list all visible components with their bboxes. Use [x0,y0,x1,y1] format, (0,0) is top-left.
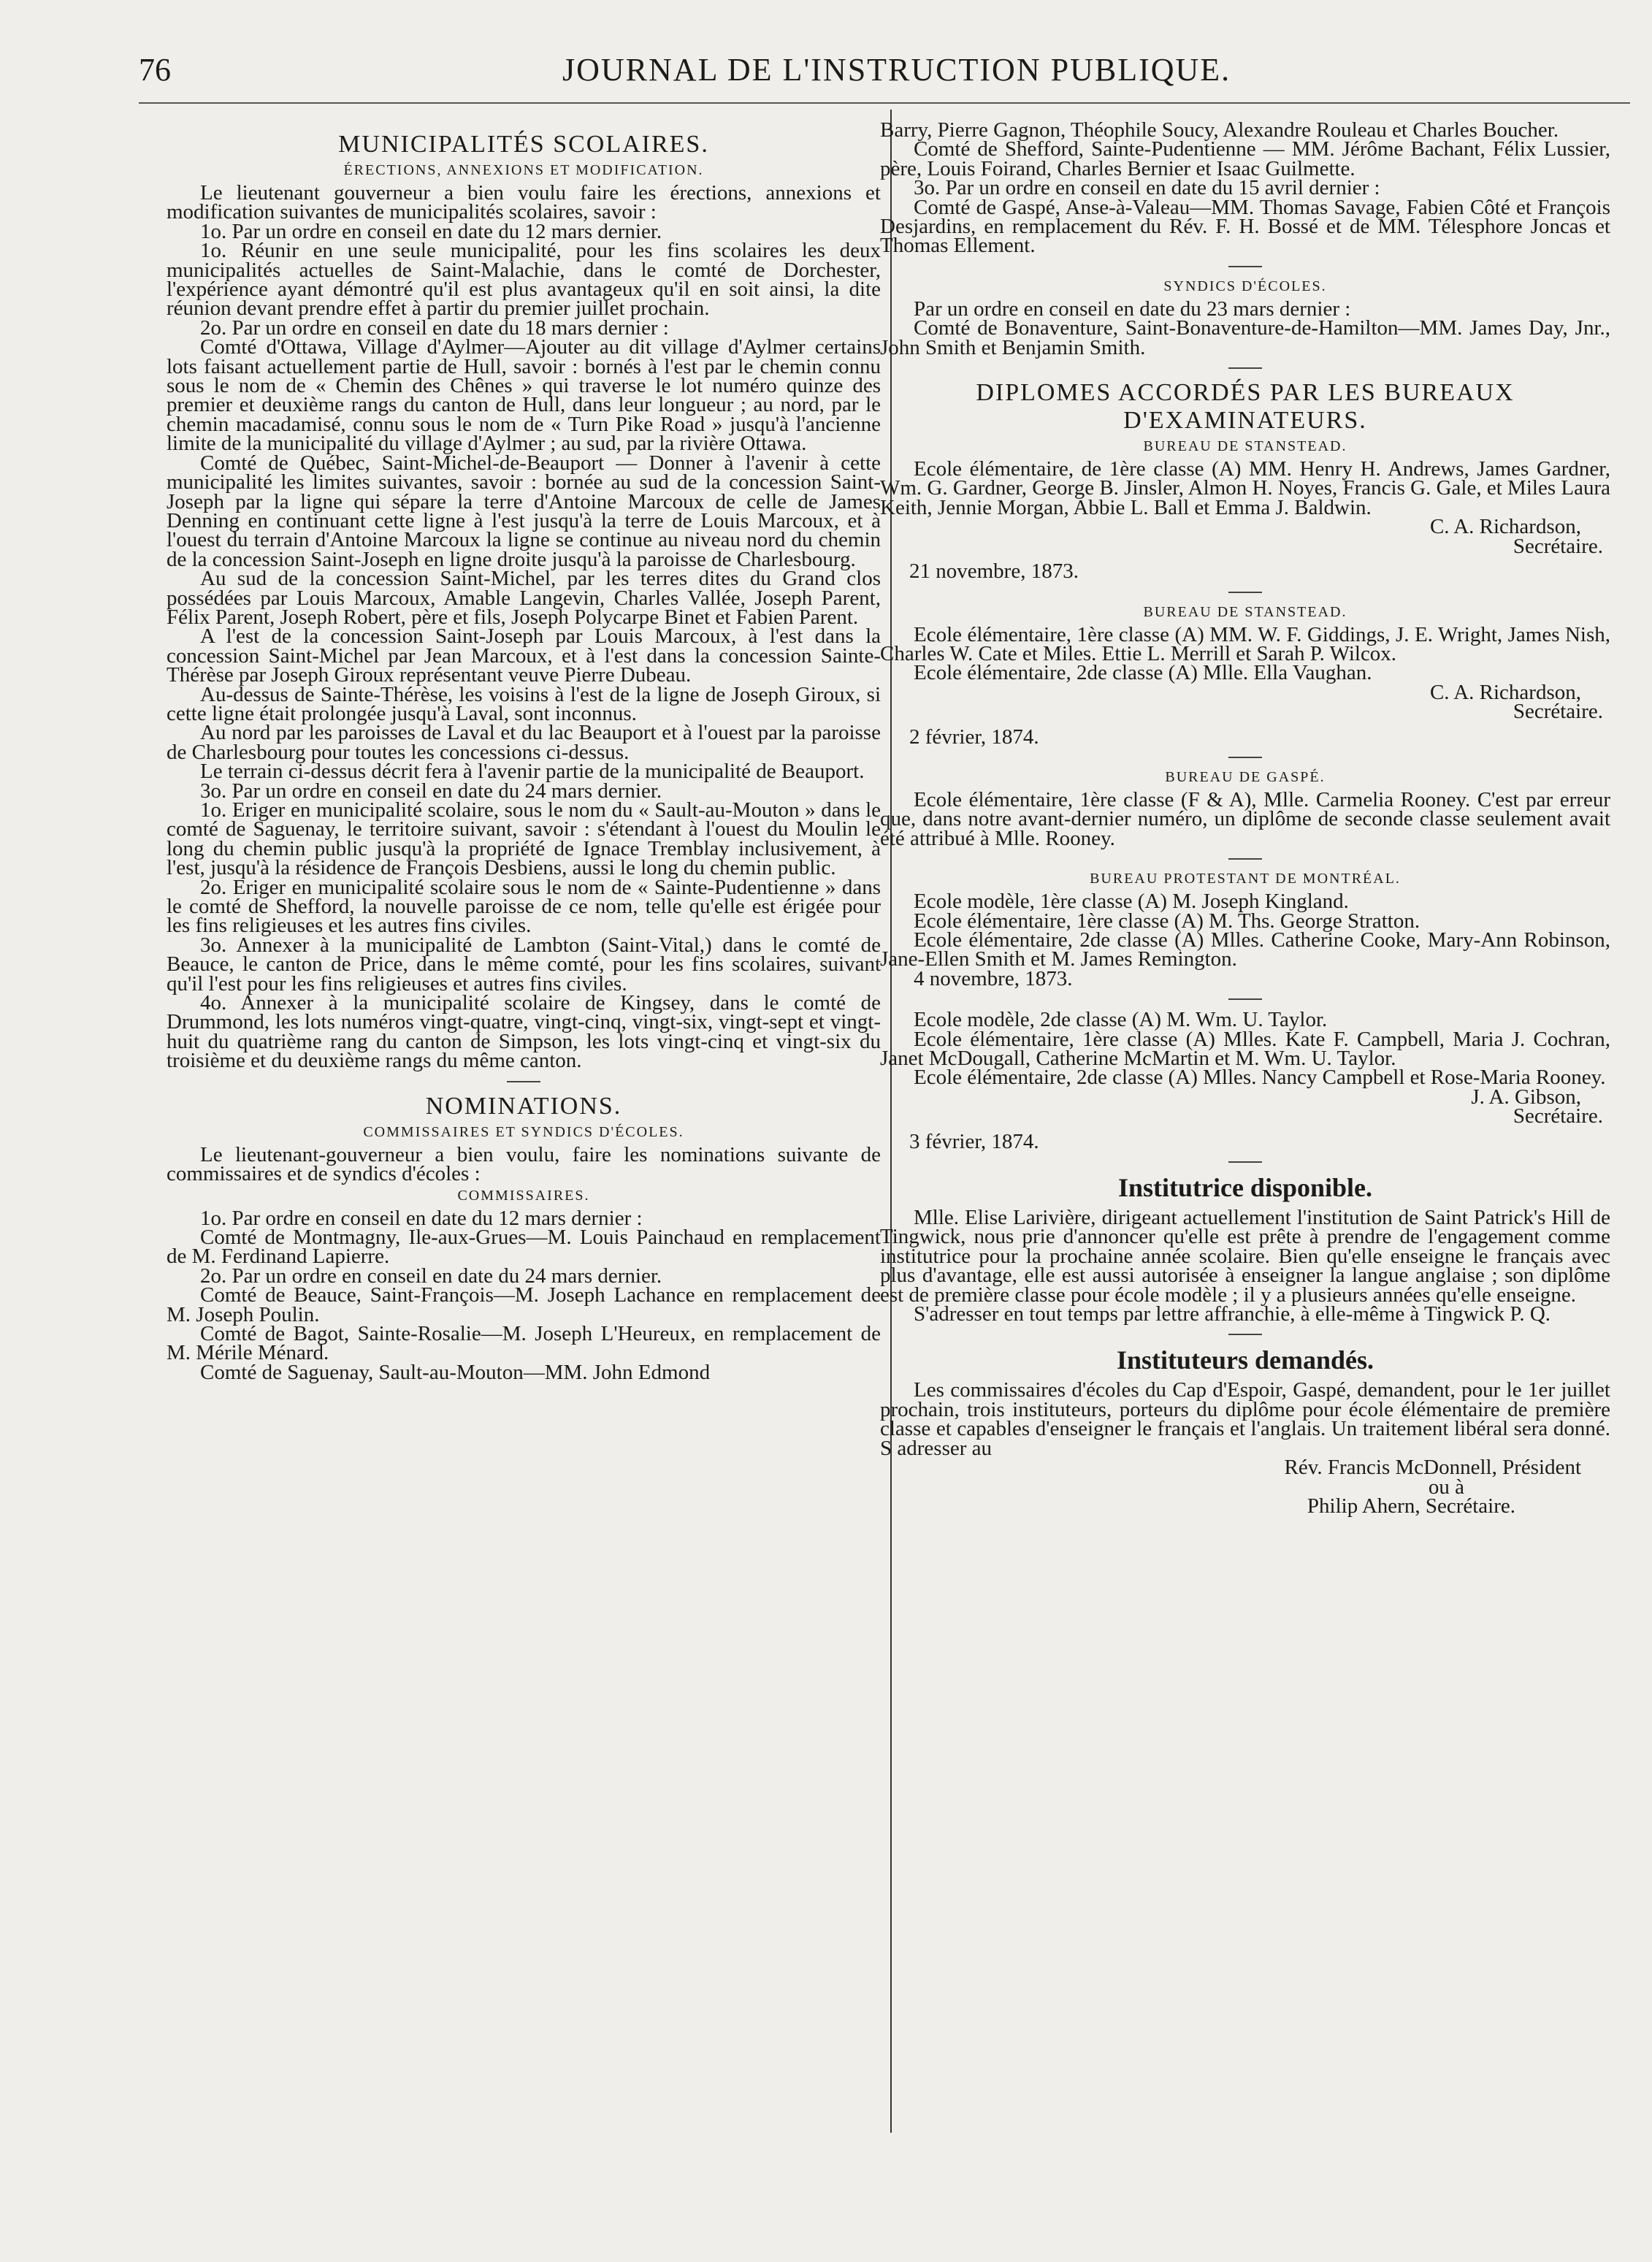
section-separator [1228,757,1262,758]
paragraph: Le terrain ci-dessus décrit fera à l'avenir partie de la municipalité de Beauport. [200,760,865,784]
page-number: 76 [139,52,171,88]
section-heading-diplomes: DIPLOMES ACCORDÉS PAR LES BUREAUX D'EXAMINATEURS. [976,379,1515,435]
signature: C. A. Richardson, [1429,680,1581,704]
paragraph: Ecole élémentaire, 2de classe (A) Mlles. Nancy Campbell et Rose-Maria Rooney. [914,1066,1606,1090]
subheading-erections: ÉRECTIONS, ANNEXIONS ET MODIFICATION. [343,162,704,178]
paragraph: Ecole modèle, 2de classe (A) M. Wm. U. Taylor. [914,1008,1328,1032]
right-column [880,118,1610,1518]
page-header [139,42,1630,101]
paragraph: 3o. Par un ordre en conseil en date du 24 mars dernier. [200,779,662,803]
section-separator [1228,266,1262,267]
paragraph: Comté de Bonaventure, Saint-Bonaventure-de-Hamilton—MM. James Day, Jnr., John Smith et Benjamin Smith. [880,316,1610,359]
paragraph: Comté de Montmagny, Ile-aux-Grues—M. Louis Painchaud en remplacement de M. Ferdinand Lapierre. [167,1225,881,1269]
paragraph: 1o. Par un ordre en conseil en date du 12 mars dernier. [200,219,662,243]
date-line: 4 novembre, 1873. [914,966,1073,990]
section-heading-municipalites: MUNICIPALITÉS SCOLAIRES. [338,131,709,158]
paragraph: 2o. Eriger en municipalité scolaire sous le nom de « Sainte-Pudentienne » dans le comté de Shefford, la nouvelle paroisse de ce nom, telle qu'elle est érigée pour les fins religieuses et les autres fins civiles. [167,875,881,938]
paragraph: Comté de Québec, Saint-Michel-de-Beauport — Donner à l'avenir à cette municipalité les limites suivantes, savoir : bornée au sud de la concession Saint-Joseph par la ligne qui sépare la terre d'Antoine Marcoux de celle de James Denning en continuant cette ligne à l'est jusqu'à la terre de Louis Marcoux, et à l'ouest du terrain d'Antoine Marcoux la ligne se continue au niveau nord du chemin de la concession Saint-Joseph en ligne droite jusqu'à la paroisse de Charlesbourg. [167,451,881,571]
date-line: 2 février, 1874. [909,725,1039,749]
paragraph: Par un ordre en conseil en date du 23 mars dernier : [914,297,1351,321]
signature-role: Secrétaire. [1513,700,1603,724]
bureau-title: BUREAU DE STANSTEAD. [1143,438,1347,455]
paragraph: Au-dessus de Sainte-Thérèse, les voisins à l'est de la ligne de Joseph Giroux, si cette ligne était prolongée jusqu'à Laval, sont inconnus. [167,682,881,725]
signature-role: Secrétaire. [1513,1104,1603,1128]
paragraph: Comté de Saguenay, Sault-au-Mouton—MM. John Edmond [200,1360,711,1384]
paragraph: Comté de Gaspé, Anse-à-Valeau—MM. Thomas Savage, Fabien Côté et François Desjardins, en remplacement du Rév. F. H. Bossé et de MM. Télesphore Joncas et Thomas Ellement. [880,195,1610,258]
paragraph: 3o. Annexer à la municipalité de Lambton (Saint-Vital,) dans le comté de Beauce, le canton de Price, dans le même comté, pour les fins scolaires, suivant qu'il l'est pour les fins religieuses et autres fins civiles. [167,933,881,996]
paragraph: Au nord par les paroisses de Laval et du lac Beauport et à l'ouest par la paroisse de Charlesbourg pour toutes les concessions ci-dessus. [167,721,881,764]
notice-heading-institutrice: Institutrice disponible. [1117,1173,1373,1203]
subheading-commissaires-syndics: COMMISSAIRES ET SYNDICS D'ÉCOLES. [363,1123,684,1140]
bureau-title: BUREAU DE GASPÉ. [1165,768,1326,785]
paragraph: A l'est de la concession Saint-Joseph par Louis Marcoux, à l'est dans la concession Saint-Michel par Jean Marcoux, et à l'est dans la concession Sainte-Thérèse par Joseph Giroux représentant veuve Pierre Dubeau. [167,624,881,687]
paragraph: Comté de Beauce, Saint-François—M. Joseph Lachance en remplacement de M. Joseph Poulin. [167,1283,881,1326]
paragraph: Le lieutenant gouverneur a bien voulu faire les érections, annexions et modification suivantes de municipalités scolaires, savoir : [167,181,881,224]
notice-heading-instituteurs: Instituteurs demandés. [1116,1345,1374,1375]
paragraph: Comté de Bagot, Sainte-Rosalie—M. Joseph L'Heureux, en remplacement de M. Mérile Ménard. [167,1321,881,1365]
paragraph: 1o. Réunir en une seule municipalité, pour les fins scolaires les deux municipalités actuelles de Saint-Malachie, dans le comté de Dorchester, l'expérience ayant démontré qu'il est plus avantageux qu'il en soit ainsi, la dite réunion devant prendre effet à partir du premier juillet prochain. [167,239,881,321]
paragraph: Ecole élémentaire, 2de classe (A) Mlles. Catherine Cooke, Mary-Ann Robinson, Jane-Ellen Smith et M. James Remington. [880,928,1610,971]
paragraph: Ecole élémentaire, 1ère classe (A) MM. W. F. Giddings, J. E. Wright, James Nish, Charles W. Cate et Miles. Ettie L. Merrill et Sarah P. Wilcox. [880,622,1610,665]
paragraph: Au sud de la concession Saint-Michel, par les terres dites du Grand clos possédées par Louis Marcoux, Amable Langevin, Charles Vallée, Joseph Parent, Félix Parent, Joseph Robert, père et fils, Joseph Polycarpe Binet et Fabien Parent. [167,567,881,629]
section-separator [507,1081,540,1082]
section-heading-nominations: NOMINATIONS. [425,1092,622,1120]
journal-title: JOURNAL DE L'INSTRUCTION PUBLIQUE. [562,52,1231,88]
section-separator [1228,1334,1262,1335]
subheading-syndics: SYNDICS D'ÉCOLES. [1163,278,1327,294]
section-separator [1228,998,1262,1000]
bureau-title: BUREAU PROTESTANT DE MONTRÉAL. [1090,871,1401,887]
paragraph: Ecole élémentaire, 2de classe (A) Mlle. Ella Vaughan. [914,661,1372,685]
paragraph: Ecole élémentaire, 1ère classe (A) Mlles. Kate F. Campbell, Maria J. Cochran, Janet McDougall, Catherine McMartin et M. Wm. U. Taylor. [880,1027,1610,1070]
paragraph: Comté d'Ottawa, Village d'Aylmer—Ajouter au dit village d'Aylmer certains lots faisant actuellement partie de Hull, savoir : bornés à l'est par le chemin connu sous le nom de « Chemin des Chênes » qui traverse le lot numéro quinze des premier et deuxième rangs du canton de Hull, dans leur longueur ; au nord, par le chemin macadamisé, connu sous le nom de « Turn Pike Road » jusqu'à l'ancienne limite de la municipalité du village d'Aylmer ; au sud, par la rivière Ottawa. [167,335,881,456]
paragraph: S'adresser en tout temps par lettre affranchie, à elle-même à Tingwick P. Q. [914,1302,1551,1326]
paragraph: Ecole élémentaire, de 1ère classe (A) MM. Henry H. Andrews, James Gardner, Wm. G. Gardner, George B. Jinsler, Almon H. Noyes, Francis G. Gale, et Miles Laura Keith, Jennie Morgan, Abbie L. Ball et Emma J. Baldwin. [880,457,1610,519]
paragraph: Ecole modèle, 1ère classe (A) M. Joseph Kingland. [914,890,1349,914]
date-line: 3 février, 1874. [909,1129,1039,1153]
paragraph: Barry, Pierre Gagnon, Théophile Soucy, Alexandre Rouleau et Charles Boucher. [880,118,1559,142]
section-separator [1228,1161,1262,1163]
date-line: 21 novembre, 1873. [909,559,1079,584]
signature: Rév. Francis McDonnell, Président [1284,1456,1581,1480]
subheading-commissaires: COMMISSAIRES. [457,1187,590,1204]
paragraph: Ecole élémentaire, 1ère classe (A) M. Ths. George Stratton. [914,909,1420,933]
paragraph: 1o. Par ordre en conseil en date du 12 mars dernier : [200,1206,643,1230]
section-separator [1228,367,1262,369]
paragraph: 3o. Par un ordre en conseil en date du 15 avril dernier : [914,176,1380,200]
signature: J. A. Gibson, [1471,1085,1581,1109]
section-separator [1228,592,1262,593]
signature: C. A. Richardson, [1429,515,1581,539]
paragraph: 4o. Annexer à la municipalité scolaire de Kingsey, dans le comté de Drummond, les lots numéros vingt-quatre, vingt-cinq, vingt-six, vingt-sept et vingt-huit du quatrième rang du canton de Simpson, les lots vingt-cinq et vingt-six du troisième et du deuxième rangs du même canton. [167,991,881,1073]
signature: Philip Ahern, Secrétaire. [1307,1494,1515,1518]
header-rule [139,102,1630,104]
paragraph: 2o. Par un ordre en conseil en date du 24 mars dernier. [200,1264,662,1288]
paragraph: Comté de Shefford, Sainte-Pudentienne — MM. Jérôme Bachant, Félix Lussier, père, Louis Foirand, Charles Bernier et Isaac Guilmette. [880,137,1610,180]
paragraph: Ecole élémentaire, 1ère classe (F & A), Mlle. Carmelia Rooney. C'est par erreur que, dans notre avant-dernier numéro, un diplôme de seconde classe seulement avait été attribué à Mlle. Rooney. [880,787,1610,850]
bureau-title: BUREAU DE STANSTEAD. [1143,603,1347,620]
paragraph: Les commissaires d'écoles du Cap d'Espoir, Gaspé, demandent, pour le 1er juillet prochain, trois instituteurs, porteurs du diplôme pour école élémentaire de première classe et capables d'enseigner le français et l'anglais. Un traitement libéral sera donné. S adresser au [880,1378,1610,1460]
paragraph: 2o. Par un ordre en conseil en date du 18 mars dernier : [200,316,669,340]
paragraph: 1o. Eriger en municipalité scolaire, sous le nom du « Sault-au-Mouton » dans le comté de Saguenay, le territoire suivant, savoir : s'étendant à l'ouest du Moulin le long du chemin public jusqu'à la propriété de Ignace Tremblay inclusivement, à l'est, jusqu'à la résidence de François Desbiens, aussi le long du chemin public. [167,798,881,880]
signature-role: Secrétaire. [1513,534,1603,558]
signature-conjunction: ou à [1428,1475,1464,1499]
paragraph: Le lieutenant-gouverneur a bien voulu, faire les nominations suivante de commissaires et de syndics d'écoles : [167,1142,881,1186]
paragraph: Mlle. Elise Larivière, dirigeant actuellement l'institution de Saint Patrick's Hill de Tingwick, nous prie d'annoncer qu'elle est prête à prendre de l'engagement comme institutrice pour la prochaine année scolaire. Bien qu'elle enseigne le français avec plus d'avantage, elle est aussi autorisée à enseigner la langue anglaise ; son diplôme est de première classe pour école modèle ; il y a plusieurs années qu'elle enseigne. [880,1206,1610,1307]
left-column [167,121,881,1382]
section-separator [1228,858,1262,860]
